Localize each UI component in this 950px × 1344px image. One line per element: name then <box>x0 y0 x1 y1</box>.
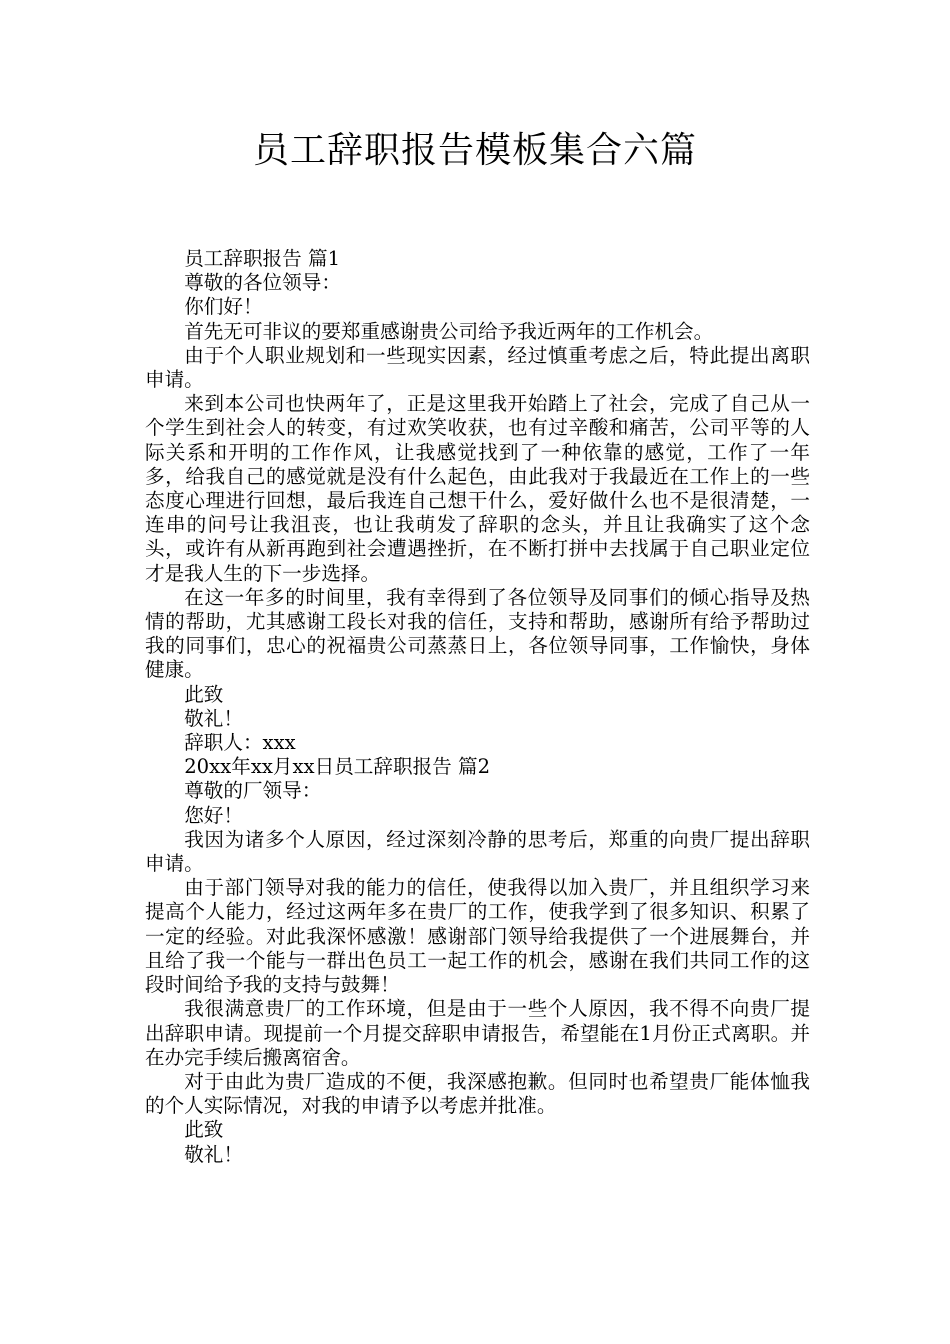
section-heading-1: 员工辞职报告 篇1 <box>184 247 341 270</box>
closing-line: 敬礼！ <box>184 1142 243 1166</box>
closing-line: 此致 <box>184 682 224 706</box>
closing-line: 此致 <box>184 1118 224 1142</box>
body-paragraph: 对于由此为贵厂造成的不便，我深感抱歉。但同时也希望贵厂能体恤我的个人实际情况，对我的申请予以考虑并批准。 <box>145 1069 810 1118</box>
body-paragraph: 在这一年多的时间里，我有幸得到了各位领导及同事们的倾心指导及热情的帮助，尤其感谢工段长对我的信任，支持和帮助，感谢所有给予帮助过我的同事们，忠心的祝福贵公司蒸蒸日上，各位领导同事，工作愉快，身体健康。 <box>145 585 810 682</box>
signature-line: 辞职人：xxx <box>184 731 296 755</box>
body-paragraph: 我很满意贵厂的工作环境，但是由于一些个人原因，我不得不向贵厂提出辞职申请。现提前一个月提交辞职申请报告，希望能在1月份正式离职。并在办完手续后搬离宿舍。 <box>145 997 810 1069</box>
date-and-section-heading-2: 20xx年xx月xx日员工辞职报告 篇2 <box>184 755 491 779</box>
body-paragraph: 首先无可非议的要郑重感谢贵公司给予我近两年的工作机会。 <box>184 319 714 343</box>
document-body <box>145 247 810 1167</box>
greeting: 你们好！ <box>184 295 263 319</box>
body-paragraph: 由于个人职业规划和一些现实因素，经过慎重考虑之后，特此提出离职申请。 <box>145 343 810 392</box>
document-title: 员工辞职报告模板集合六篇 <box>252 130 697 171</box>
body-paragraph: 我因为诸多个人原因，经过深刻冷静的思考后，郑重的向贵厂提出辞职申请。 <box>145 827 810 876</box>
salutation: 尊敬的各位领导： <box>184 271 341 295</box>
greeting: 您好！ <box>184 803 243 827</box>
closing-line: 敬礼！ <box>184 706 243 730</box>
body-paragraph: 由于部门领导对我的能力的信任，使我得以加入贵厂，并且组织学习来提高个人能力，经过这两年多在贵厂的工作，使我学到了很多知识、积累了一定的经验。对此我深怀感激！感谢部门领导给我提供了一个进展舞台，并且给了我一个能与一群出色员工一起工作的机会，感谢在我们共同工作的这段时间给予我的支持与鼓舞！ <box>145 876 810 997</box>
salutation: 尊敬的厂领导： <box>184 779 322 803</box>
body-paragraph: 来到本公司也快两年了，正是这里我开始踏上了社会，完成了自己从一个学生到社会人的转变，有过欢笑收获，也有过辛酸和痛苦，公司平等的人际关系和开明的工作作风，让我感觉找到了一种依靠的感觉，工作了一年多，给我自己的感觉就是没有什么起色，由此我对于我最近在工作上的一些态度心理进行回想，最后我连自己想干什么，爱好做什么也不是很清楚，一连串的问号让我沮丧，也让我萌发了辞职的念头，并且让我确实了这个念头，或许有从新再跑到社会遭遇挫折，在不断打拼中去找属于自己职业定位才是我人生的下一步选择。 <box>145 392 810 585</box>
